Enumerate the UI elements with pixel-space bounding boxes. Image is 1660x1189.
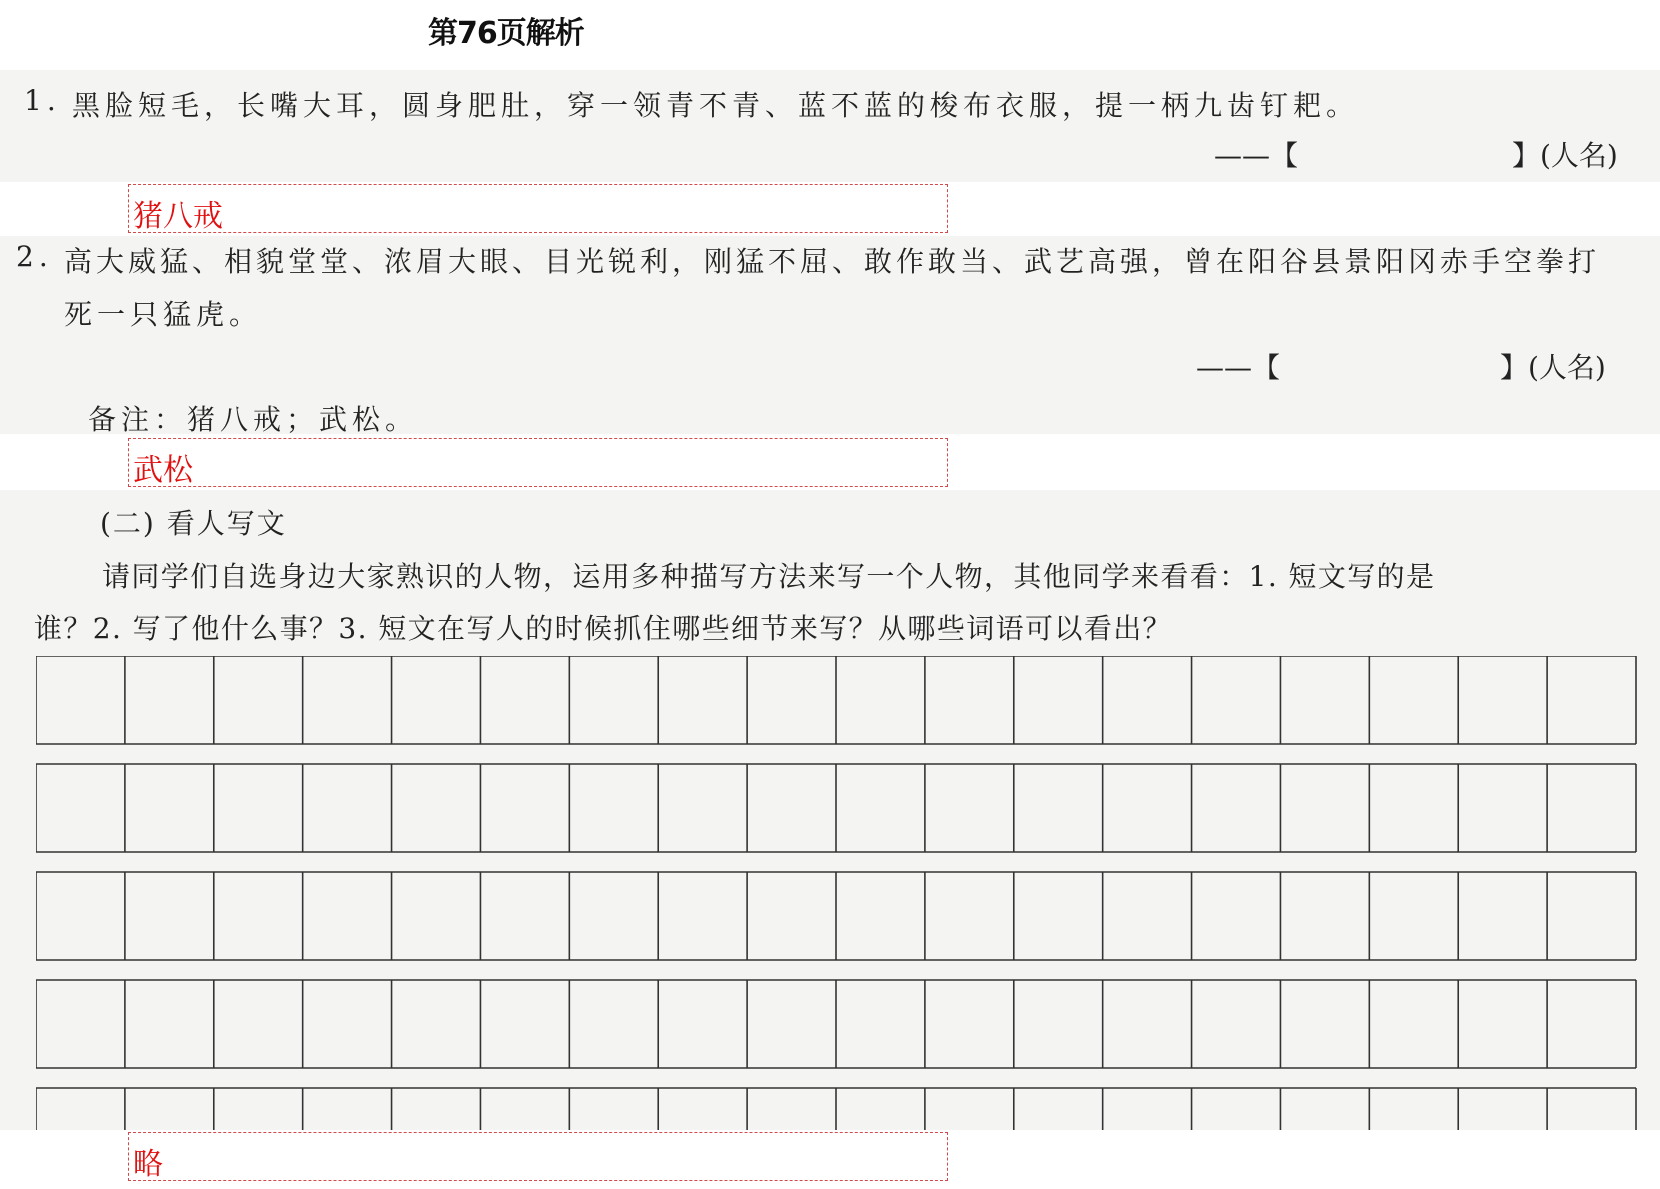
section-2-prompt-line1: 请同学们自选身边大家熟识的人物，运用多种描写方法来写一个人物，其他同学来看看：1. 短文写的是 <box>102 560 1436 593</box>
question-1-blank-prefix: ——【 <box>1214 139 1299 172</box>
page-title: 第76页解析 <box>428 16 584 51</box>
answer-1: 猪八戒 <box>133 199 223 234</box>
answer-box-3 <box>128 1132 948 1181</box>
writing-grid <box>36 656 1638 1130</box>
question-1-text: 黑脸短毛，长嘴大耳，圆身肥肚，穿一领青不青、蓝不蓝的梭布衣服，提一柄九齿钉耙。 <box>72 89 1360 122</box>
question-2-blank-suffix: 】(人名) <box>1500 351 1606 384</box>
question-2-number: 2. <box>16 240 53 273</box>
section-2-prompt-line2: 谁？2. 写了他什么事？3. 短文在写人的时候抓住哪些细节来写？从哪些词语可以看出？ <box>34 612 1173 645</box>
question-2-text-line1: 高大威猛、相貌堂堂、浓眉大眼、目光锐利，刚猛不屈、敢作敢当、武艺高强，曾在阳谷县景阳冈赤手空拳打 <box>64 245 1601 278</box>
question-2-text-line2: 死一只猛虎。 <box>64 298 263 331</box>
answer-box-2 <box>128 438 948 487</box>
question-2-blank-prefix: ——【 <box>1196 351 1281 384</box>
answer-2: 武松 <box>133 453 193 488</box>
section-2-heading: (二) 看人写文 <box>100 507 287 540</box>
question-2-note: 备注：猪八戒；武松。 <box>88 403 419 436</box>
question-1-number: 1. <box>24 84 61 117</box>
answer-3: 略 <box>133 1147 163 1182</box>
question-1-blank-suffix: 】(人名) <box>1512 139 1618 172</box>
answer-box-1 <box>128 184 948 233</box>
writing-grid-svg <box>36 656 1638 1130</box>
